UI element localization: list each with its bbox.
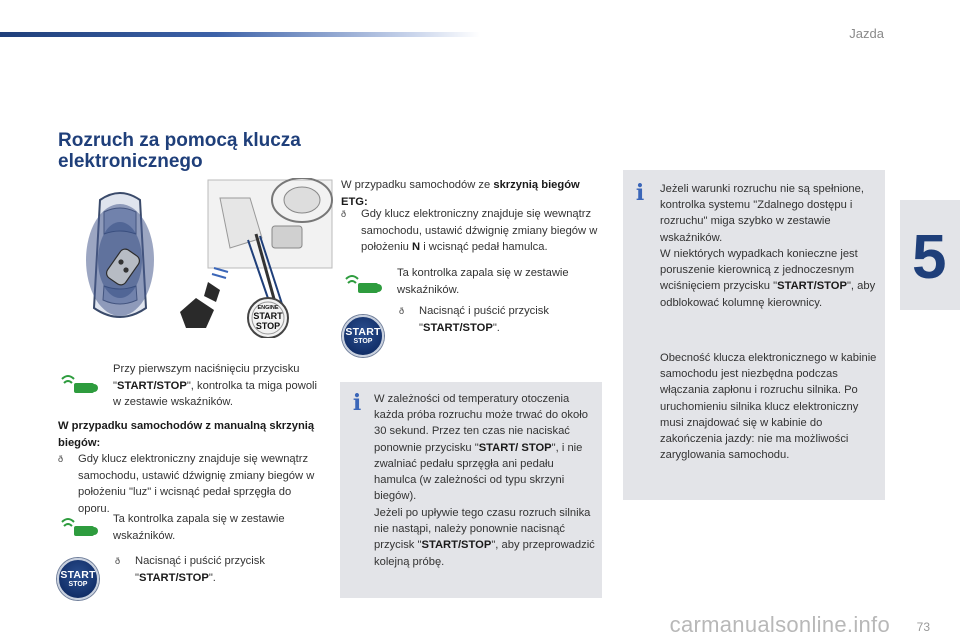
- key-presence-paragraph: Obecność klucza elektronicznego w kabinie samochodu jest niezbędna podczas włączania zapłonu i rozruchu silnika. Po uruchomieniu silnika klucz elektroniczny musi znajdować się w kabinie do zakończenia jazdy: nie ma możliwości zaryglowania samochodu.: [660, 352, 877, 462]
- first-press-paragraph: Przy pierwszym naciśnięciu przycisku "START/STOP", kontrolka ta miga powoli w zestawie wskaźników.: [113, 363, 318, 409]
- etg-lamp-paragraph: Ta kontrolka zapala się w zestawie wskaźników.: [397, 267, 569, 296]
- stop-label: STOP: [255, 321, 281, 331]
- lamp-on-paragraph: Ta kontrolka zapala się w zestawie wskaźników.: [113, 513, 285, 542]
- page-number: 73: [916, 620, 930, 634]
- header-bar: [0, 32, 480, 37]
- info-paragraph-2: Jeżeli po upływie tego czasu rozruch silnika nie nastąpi, należy ponownie nacisnąć przycisk "START/STOP", aby przeprowadzić kolejną próbę.: [374, 507, 595, 568]
- page-title: Rozruch za pomocą klucza elektronicznego: [58, 130, 301, 172]
- press-button-paragraph: ð Nacisnąć i puścić przycisk "START/STOP".: [115, 553, 315, 586]
- etg-press-paragraph: ð Nacisnąć i puścić przycisk "START/STOP".: [399, 303, 599, 336]
- start-stop-button-icon: START STOP: [342, 315, 384, 357]
- info-box-start-duration: [340, 382, 602, 598]
- dashboard-view-icon: [208, 178, 332, 310]
- info-paragraph-1: W zależności od temperatury otoczenia każda próba rozruchu może trwać do około 30 sekund. Przez ten czas nie naciskać ponownie przycisku "START/ STOP", i nie zwalniać pedału sprzęgła ani pedału hamulca (w zależności od typu skrzyni biegów).: [374, 393, 588, 503]
- chapter-number: 5: [912, 223, 947, 292]
- steering-paragraph: W niektórych wypadkach konieczne jest poruszenie kierownicą z jednoczesnym wciśnięciem przycisku "START/STOP", aby odblokować kolumnę kierownicy.: [660, 248, 876, 309]
- foot-pedal-icon: [180, 268, 228, 328]
- key-indicator-lamp-icon: [60, 371, 100, 397]
- start-label: START: [253, 311, 283, 321]
- manual-gearbox-bullet: ð Gdy klucz elektroniczny znajduje się wewnątrz samochodu, ustawić dźwignię zmiany biegów w położeniu "luz" i wcisnąć pedał sprzęgła do oporu.: [58, 451, 320, 517]
- key-indicator-lamp-icon: [60, 514, 100, 540]
- manual-gearbox-heading: W przypadku samochodów z manualną skrzynią biegów:: [58, 420, 315, 449]
- car-dashboard-illustration: [80, 178, 336, 338]
- info-icon: i: [352, 390, 362, 416]
- chapter-name: Jazda: [849, 26, 884, 41]
- etg-heading: W przypadku samochodów ze skrzynią biegów ETG:: [341, 179, 580, 208]
- engine-start-stop-button-icon: [248, 298, 288, 338]
- etg-bullet: ð Gdy klucz elektroniczny znajduje się wewnątrz samochodu, ustawić dźwignię zmiany biegów w położeniu N i wcisnąć pedał hamulca.: [341, 206, 603, 256]
- start-stop-button-icon: START STOP: [57, 558, 99, 600]
- info-icon: i: [635, 180, 645, 206]
- engine-label: ENGINE: [257, 305, 279, 311]
- chapter-tab: [900, 200, 960, 310]
- watermark: carmanualsonline.info: [669, 612, 890, 637]
- info-box-start-conditions: [623, 170, 885, 500]
- conditions-paragraph: Jeżeli warunki rozruchu nie są spełnione, kontrolka systemu "Zdalnego dostępu i rozruchu" miga szybko w zestawie wskaźników.: [660, 183, 864, 244]
- key-indicator-lamp-icon: [344, 271, 384, 297]
